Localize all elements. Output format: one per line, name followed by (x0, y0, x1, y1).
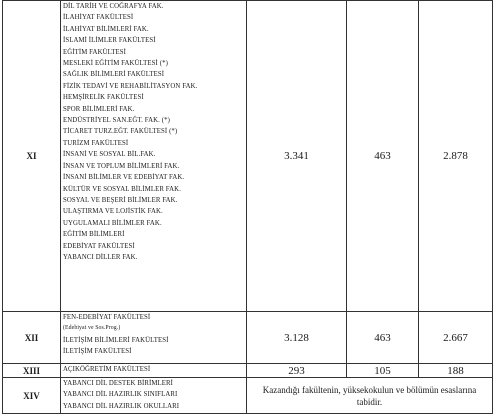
faculty-list (61, 312, 247, 364)
faculty-item: DİL TARİH VE COĞRAFYA FAK. (63, 3, 164, 10)
faculty-list (61, 364, 247, 378)
faculty-item: MESLEKİ EĞİTİM FAKÜLTESİ (*) (63, 60, 168, 68)
faculty-item: İLETİŞİM BİLİMLERİ FAKÜLTESİ (63, 336, 169, 344)
faculty-list (61, 1, 247, 312)
value-cell: 3.341 (247, 1, 347, 312)
group-label: XIII (3, 364, 61, 378)
faculty-item: İLAHİYAT BİLİMLERİ FAK. (63, 25, 149, 33)
note-cell: Kazandığı fakültenin, yüksekokulun ve bölümün esaslarına tabidir. (247, 378, 493, 414)
faculty-item: TİCARET TURZ.EĞT. FAKÜLTESİ (*) (63, 128, 178, 136)
faculty-item: SOSYAL VE BEŞERİ BİLİMLER FAK. (63, 196, 178, 204)
value-cell: 293 (247, 364, 347, 378)
faculty-item: UYGULAMALI BİLİMLER FAK. (63, 219, 162, 227)
faculty-item: YABANCI DİL HAZIRLIK OKULLARI (63, 402, 180, 410)
faculty-item: ULAŞTIRMA VE LOJİSTİK FAK. (63, 208, 163, 216)
faculty-item: YABANCI DİLLER FAK. (63, 253, 138, 261)
faculty-item: AÇIKÖĞRETİM FAKÜLTESİ (63, 366, 151, 373)
faculty-item: EDEBİYAT FAKÜLTESİ (63, 242, 135, 250)
faculty-item: YABANCI DİL HAZIRLIK SINIFLARI (63, 391, 178, 399)
value-cell: 3.128 (247, 312, 347, 364)
table-row-xii (3, 312, 493, 364)
faculty-item: İNSANİ VE SOSYAL BİL.FAK. (63, 151, 156, 159)
faculty-item: İLETİŞİM FAKÜLTESİ (63, 348, 132, 356)
faculty-item: EĞİTİM BİLİMLERİ (63, 231, 125, 239)
value-cell: 463 (347, 312, 419, 364)
faculty-item: ENDÜSTRİYEL SAN.EĞT. FAK. (*) (63, 117, 170, 125)
value-cell: 2.878 (419, 1, 493, 312)
faculty-item: İSLAMİ İLİMLER FAKÜLTESİ (63, 37, 156, 45)
group-label: XII (3, 312, 61, 364)
faculty-item: FİZİK TEDAVİ VE REHABİLİTASYON FAK. (63, 82, 198, 90)
faculty-item: EĞİTİM FAKÜLTESİ (63, 48, 126, 56)
faculty-item: KÜLTÜR VE SOSYAL BİLİMLER FAK. (63, 185, 181, 193)
faculty-item: SAĞLIK BİLİMLERİ FAKÜLTESİ (63, 71, 165, 79)
faculty-item: İLAHİYAT FAKÜLTESİ (63, 14, 134, 22)
value-cell: 2.667 (419, 312, 493, 364)
value-cell: 463 (347, 1, 419, 312)
table-row-xiii (3, 364, 493, 378)
faculty-item: İNSANİ BİLİMLER VE EDEBİYAT FAK. (63, 174, 185, 182)
group-label: XI (3, 1, 61, 312)
group-label: XIV (3, 378, 61, 414)
table-row-xiv (3, 378, 493, 414)
faculty-item: YABANCI DİL DESTEK BİRİMLERİ (63, 380, 173, 387)
faculty-item: FEN-EDEBİYAT FAKÜLTESİ (63, 314, 151, 321)
faculty-item: (Edebiyat ve Sos.Prog.) (63, 325, 121, 332)
faculty-item: İNSAN VE TOPLUM BİLİMLERİ FAK. (63, 162, 180, 170)
faculty-table (2, 0, 493, 414)
faculty-item: HEMŞİRELİK FAKÜLTESİ (63, 94, 144, 102)
table-row-xi (3, 1, 493, 312)
value-cell: 105 (347, 364, 419, 378)
value-cell: 188 (419, 364, 493, 378)
faculty-item: SPOR BİLİMLERİ FAK. (63, 105, 135, 113)
faculty-item: TURİZM FAKÜLTESİ (63, 139, 129, 147)
faculty-list (61, 378, 247, 414)
